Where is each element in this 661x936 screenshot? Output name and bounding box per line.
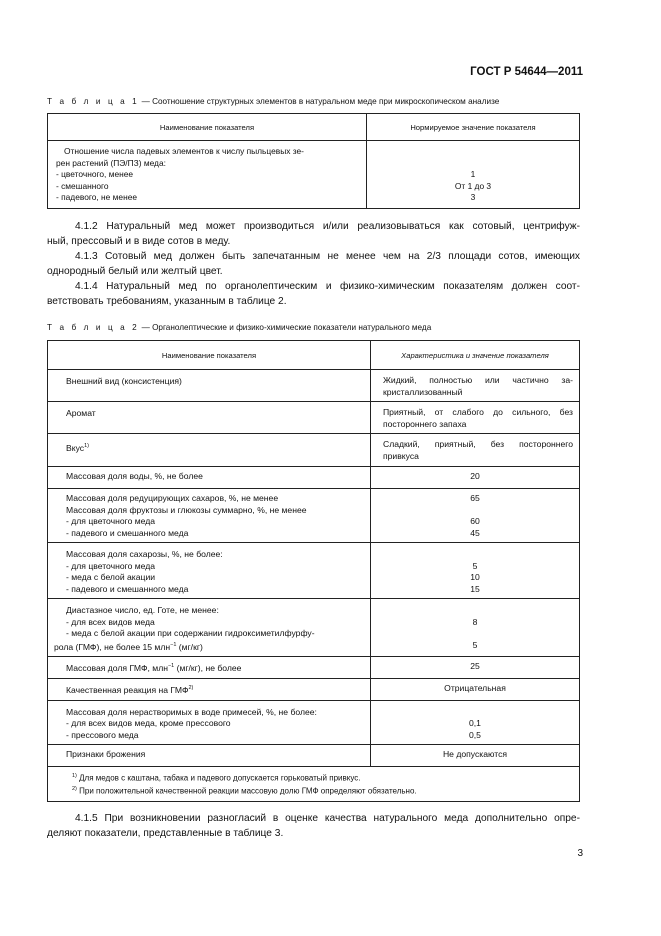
paragraph-line: 4.1.2 Натуральный мед может производиться и/или реализовываться как сотовый, центрифуж- <box>75 221 580 232</box>
table1-caption-label: Т а б л и ц а 1 <box>47 97 140 106</box>
row-name: Массовая доля воды, %, не более <box>48 467 371 489</box>
table1-value: 3 <box>470 192 476 203</box>
superscript: −1 <box>170 641 177 648</box>
value-line: Жидкий, полностью или частично за- <box>383 375 573 385</box>
paragraph-line: ный, прессовый и в виде сотов в меду. <box>47 236 231 247</box>
row-line-part: (мг/кг) <box>176 641 203 652</box>
paragraph-4-1-5 <box>47 811 580 841</box>
paragraph-line: ветствовать требованиям, указанным в таблице 2. <box>47 296 287 307</box>
row-value: Не допускаются <box>371 745 580 767</box>
row-name: Признаки брожения <box>48 745 371 767</box>
document-id: ГОСТ Р 54644—2011 <box>470 66 583 78</box>
footnote-mark: 1) <box>72 773 77 780</box>
value-line: Сладкий, приятный, без постороннего <box>383 439 573 449</box>
row-name <box>48 678 371 700</box>
value: 65 <box>470 493 480 503</box>
table2-header-value: Характеристика и значение показателя <box>371 341 580 370</box>
row-value: Отрицательная <box>371 678 580 700</box>
table2-row-aroma <box>48 402 580 434</box>
table1-header-value: Нормируемое значение показателя <box>367 114 580 141</box>
row-line: Массовая доля сахарозы, %, не более: <box>66 549 223 559</box>
row-line: Массовая доля фруктозы и глюкозы суммарно, %, не менее <box>66 504 307 515</box>
table1-value: От 1 до 3 <box>454 180 492 191</box>
value: 5 <box>472 639 478 650</box>
row-line: - для всех видов меда <box>66 616 155 627</box>
table2-footnotes <box>48 767 580 801</box>
row-value: 25 <box>371 656 580 678</box>
table2 <box>47 340 580 802</box>
table2-row-impurities <box>48 700 580 745</box>
value: 15 <box>470 583 480 594</box>
value: 5 <box>472 560 478 571</box>
value-line: Приятный, от слабого до сильного, без <box>383 407 573 417</box>
row-value <box>371 543 580 599</box>
paragraph-line: однородный белый или желтый цвет. <box>47 266 223 277</box>
footnote-2 <box>72 784 573 797</box>
row-name <box>48 434 371 467</box>
page-number: 3 <box>577 848 583 859</box>
value: 45 <box>470 527 480 538</box>
row-line: - падевого и смешанного меда <box>66 583 189 594</box>
table2-row-appearance <box>48 370 580 402</box>
table2-row-sugars <box>48 489 580 543</box>
row-name <box>48 656 371 678</box>
paragraph-line: деляют показатели, представленные в таблице 3. <box>47 828 284 839</box>
row-value <box>371 489 580 543</box>
footnote-ref: 1) <box>84 443 89 449</box>
row-value <box>371 700 580 745</box>
table1-header-name: Наименование показателя <box>48 114 367 141</box>
row-line: Диастазное число, ед. Готе, не менее: <box>66 605 219 615</box>
paragraph-line: 4.1.5 При возникновении разногласий в оценке качества натурального меда дополнительно опре- <box>75 813 580 824</box>
paragraph-4-1-2 <box>47 219 580 249</box>
superscript: −1 <box>167 662 175 669</box>
row-name <box>48 700 371 745</box>
table1-value: 1 <box>470 169 476 179</box>
row-value <box>371 599 580 657</box>
row-line: Массовая доля редуцирующих сахаров, %, не менее <box>66 493 279 503</box>
row-value <box>371 402 580 434</box>
row-name <box>48 599 371 657</box>
row-value: 20 <box>371 467 580 489</box>
footnote-1 <box>72 771 573 784</box>
table2-row-taste <box>48 434 580 467</box>
table2-caption-text: — Органолептические и физико-химические показатели натурального меда <box>139 323 432 332</box>
value: 8 <box>472 616 478 627</box>
value-line: кристаллизованный <box>383 387 463 397</box>
footnote-mark: 2) <box>72 786 77 793</box>
row-line-part: Массовая доля ГМФ, млн <box>66 662 168 673</box>
table1-row-values <box>367 141 580 209</box>
footnote-text: При положительной качественной реакции массовую долю ГМФ определяют обязательно. <box>76 786 417 796</box>
table2-row-water <box>48 467 580 489</box>
table2-caption <box>47 323 431 332</box>
paragraph-line: 4.1.3 Сотовый мед должен быть запечатанным не менее чем на 2/3 площади сотов, имеющих <box>75 251 580 262</box>
table2-row-hmf <box>48 656 580 678</box>
table2-header-name: Наименование показателя <box>48 341 371 370</box>
value: 0,1 <box>469 718 481 729</box>
row-line: - меда с белой акации при содержании гидроксиметилфурфу- <box>66 628 315 638</box>
table1-row-title-1: Отношение числа падевых элементов к числу пыльцевых зе- <box>64 146 304 156</box>
row-name <box>48 543 371 599</box>
row-value <box>371 370 580 402</box>
table1-row-name <box>48 141 367 209</box>
value: 10 <box>470 572 480 582</box>
value-line: привкуса <box>383 451 419 461</box>
table1-caption-text: — Соотношение структурных элементов в натуральном меде при микроскопическом анализе <box>139 97 500 106</box>
paragraph-4-1-4 <box>47 279 580 309</box>
paragraph-4-1-3 <box>47 249 580 279</box>
row-line: - меда с белой акации <box>66 572 156 582</box>
row-line: - для всех видов меда, кроме прессового <box>66 718 231 729</box>
table1-row-item: - цветочного, менее <box>56 169 134 180</box>
row-line-part: рола (ГМФ), не более 15 млн <box>54 641 171 652</box>
footnote-text: Для медов с каштана, табака и падевого допускается горьковатый привкус. <box>76 774 361 784</box>
table2-row-diastase <box>48 599 580 657</box>
row-line: Массовая доля нерастворимых в воде примесей, %, не более: <box>66 706 317 717</box>
table2-row-sucrose <box>48 543 580 599</box>
table2-row-fermentation <box>48 745 580 767</box>
footnote-ref: 2) <box>188 684 194 691</box>
table2-row-reaction <box>48 678 580 700</box>
row-name: Внешний вид (консистенция) <box>48 370 371 402</box>
table1 <box>47 113 580 209</box>
row-line: - для цветочного меда <box>66 516 156 526</box>
row-value <box>371 434 580 467</box>
table1-row-item: - смешанного <box>56 180 109 191</box>
taste-label: Вкус <box>66 442 85 453</box>
paragraph-line: 4.1.4 Натуральный мед по органолептическим и физико-химическим показателям должен соот- <box>75 281 580 292</box>
row-name: Аромат <box>48 402 371 434</box>
value: 0,5 <box>469 729 481 740</box>
table1-caption <box>47 97 499 106</box>
row-line: - для цветочного меда <box>66 560 156 571</box>
row-line <box>54 640 364 653</box>
table1-row-item: - падевого, не менее <box>56 192 138 203</box>
row-name <box>48 489 371 543</box>
value: 60 <box>470 516 480 526</box>
table2-caption-label: Т а б л и ц а 2 <box>47 323 140 332</box>
row-line-part: Качественная реакция на ГМФ <box>66 684 189 695</box>
table1-row-title-2: рен растений (ПЭ/ПЗ) меда: <box>56 157 166 168</box>
value-line: постороннего запаха <box>383 419 467 429</box>
footnotes-cell <box>48 767 580 801</box>
row-line: - прессового меда <box>66 729 139 740</box>
row-line: - падевого и смешанного меда <box>66 527 189 538</box>
row-line-part: (мг/кг), не более <box>174 662 242 673</box>
